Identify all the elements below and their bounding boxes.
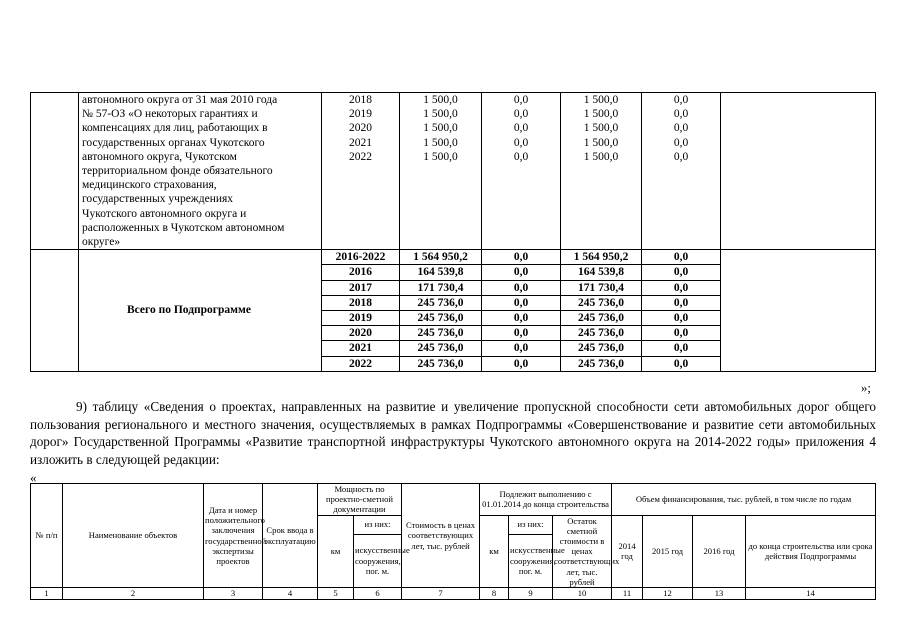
year-column: 2018 2019 2020 2021 2022: [322, 93, 400, 250]
federal-budget-column: 0,0 0,0 0,0 0,0 0,0: [482, 93, 561, 250]
table-row: 2020 245 736,0 0,0 245 736,0 0,0: [31, 326, 876, 341]
other-sources-column: 0,0 0,0 0,0 0,0 0,0: [642, 93, 721, 250]
closing-quote: »;: [860, 380, 871, 395]
total-amount-column: 1 500,0 1 500,0 1 500,0 1 500,0 1 500,0: [400, 93, 482, 250]
measure-description: автономного округа от 31 мая 2010 года № 57-ОЗ «О некоторых гарантиях и компенсациях для лиц, работающих в государственных органах Чукотского автономного округа, Чукотском территориальном фонде обязательного медицинского страхования, государственных учреждениях Чукотского автономного округа и расположенных в Чукотском автономном округе»: [79, 93, 322, 250]
table-row: 2019 245 736,0 0,0 245 736,0 0,0: [31, 311, 876, 326]
opening-quote: «: [30, 470, 37, 485]
regional-budget-column: 1 500,0 1 500,0 1 500,0 1 500,0 1 500,0: [561, 93, 642, 250]
column-numbers-row: 1 2 3 4 5 6 7 8 9 10 11 12 13 14: [31, 588, 876, 600]
table-row: 2017 171 730,4 0,0 171 730,4 0,0: [31, 280, 876, 295]
table-row: [31, 93, 876, 250]
total-label: Всего по Подпрограмме: [79, 250, 322, 372]
table-header-row: № п/п Наименование объектов Дата и номер положительного заключения государственной экспертизы проектов Срок ввода в эксплуатацию Мощность по проектно-сметной документации Стоимость в ценах соответствующих лет, тыс. рублей Подлежит выполнению с 01.01.2014 до конца строительства Объем финансирования, тыс. рублей, в том числе по годам: [31, 484, 876, 516]
table-header-row: искусственные сооружения, пог. м. искусственные сооружения, пог. м.: [31, 534, 876, 587]
table-row: Всего по Подпрограмме 2016-2022 1 564 950,2 0,0 1 564 950,2 0,0: [31, 250, 876, 265]
subprogram-funding-table: [30, 92, 876, 372]
table-header-row: км из них: км из них: Остаток сметной стоимости в ценах соответствующих лет, тыс. рублей 2014 год 2015 год 2016 год до конца строительства или срока действия Подпрограммы: [31, 515, 876, 534]
table-row: 2021 245 736,0 0,0 245 736,0 0,0: [31, 341, 876, 356]
amendment-paragraph: 9) таблицу «Сведения о проектах, направленных на развитие и увеличение пропускной способности сети автомобильных дорог общего пользования регионального и местного значения, осуществляемых в рамках Подпрограммы «Совершенствование и развитие сети автомобильных дорог» Государственной Программы «Развитие транспортной инфраструктуры Чукотского автономного округа на 2014-2022 годы» приложения 4 изложить в следующей редакции:: [30, 399, 876, 467]
table-row: 2018 245 736,0 0,0 245 736,0 0,0: [31, 295, 876, 310]
table-row: 2022 245 736,0 0,0 245 736,0 0,0: [31, 356, 876, 371]
table-row: 2016 164 539,8 0,0 164 539,8 0,0: [31, 265, 876, 280]
road-projects-table: [30, 483, 876, 600]
